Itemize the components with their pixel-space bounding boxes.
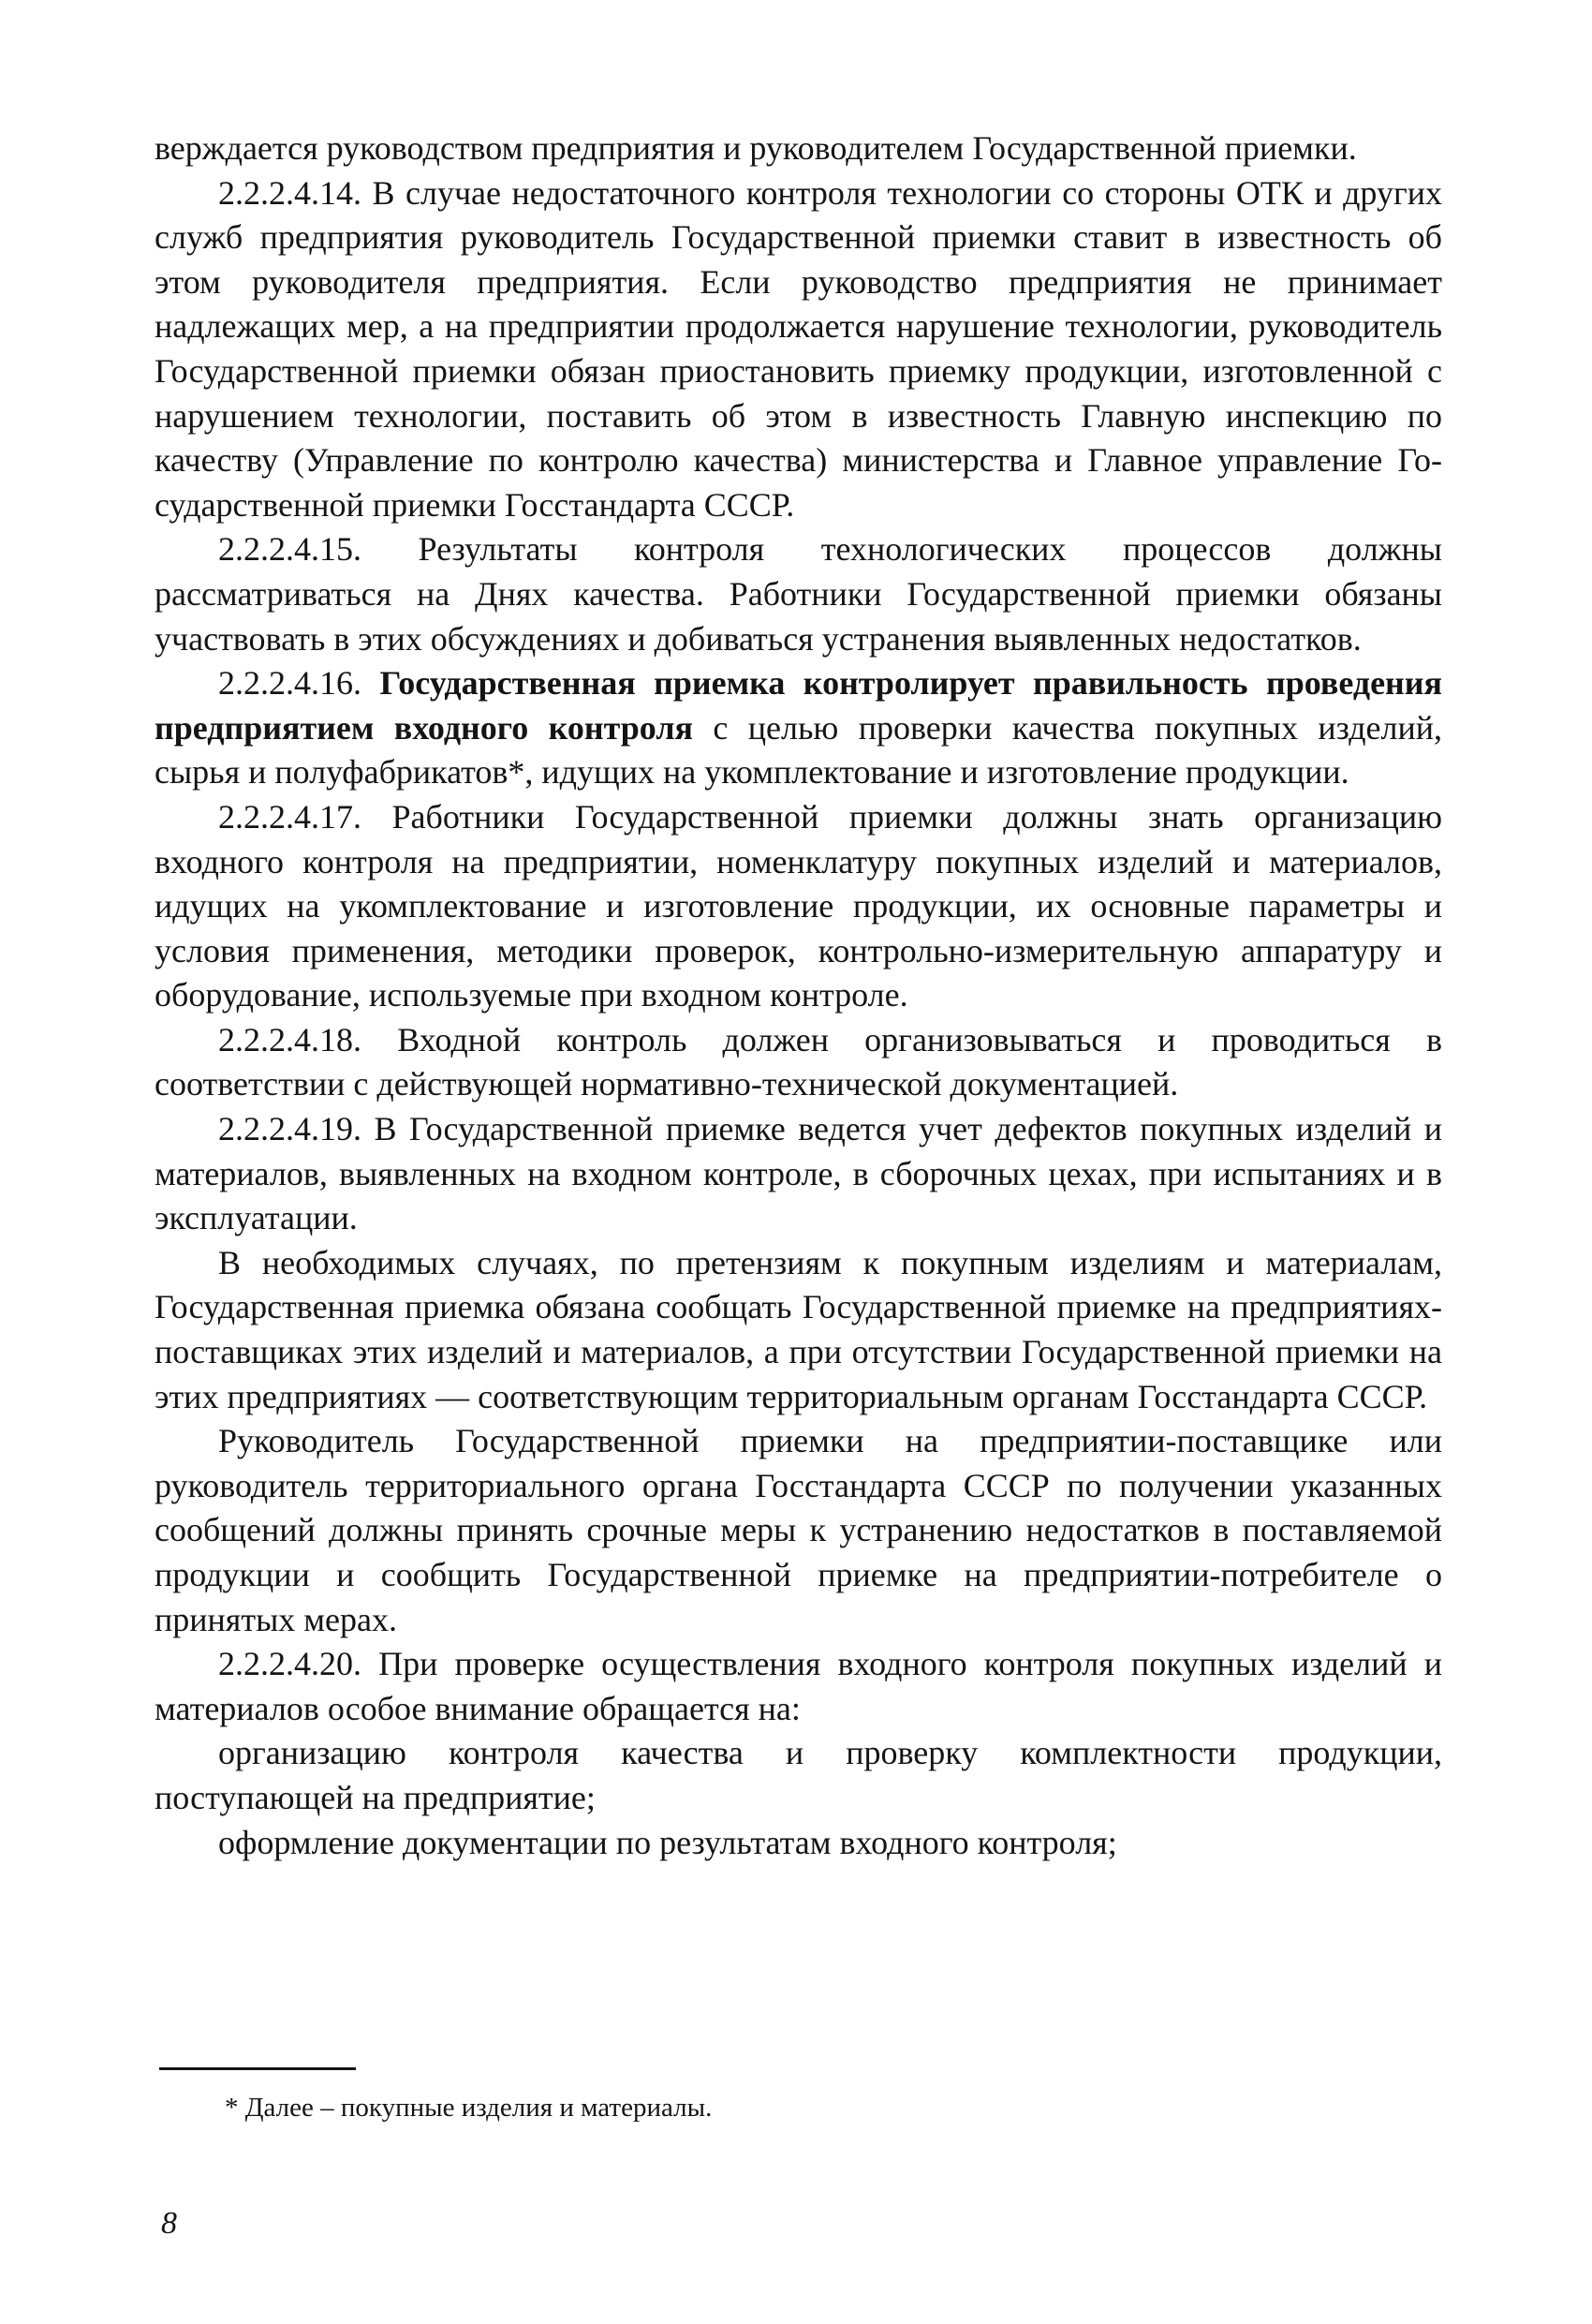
document-body <box>155 126 1442 1865</box>
paragraph-number: 2.2.2.4.16. <box>218 664 380 703</box>
paragraph-2-2-2-4-16 <box>155 661 1442 795</box>
footnote: * Далее – покупные изделия и материалы. <box>225 2093 713 2123</box>
paragraph-continuation: верждается руководством предприятия и руководителем Государственной приемки. <box>155 129 1357 167</box>
list-item-documentation: оформление документации по результатам входного контроля; <box>218 1823 1117 1861</box>
paragraph-2-2-2-4-14: 2.2.2.4.14. В случае недостаточного контроля технологии со стороны ОТК и других служб предприятия руководитель Государственной приемки ставит в известность об этом руководителя предприятия. Если руководство предприятия не принимает надлежащих мер, а на предприятии продолжается нарушение технологии, руководитель Государственной приемки обязан приостановить приемку продукции, изготовленной с нарушением технологии, поставить об этом в известность Главную инспекцию по качеству (Управление по контролю качества) министерства и Главное управление Государственной приемки Госстандарта СССР. <box>155 173 1442 524</box>
paragraph-text: с целью проверки качества покупных изделий, сырья и полуфабрикатов*, идущих на укомплектование и изготовление продукции. <box>155 708 1442 792</box>
page-number: 8 <box>161 2206 177 2241</box>
paragraph-2-2-2-4-19: 2.2.2.4.19. В Государственной приемке ведется учет дефектов покупных изделий и материалов, выявленных на входном контроле, в сборочных цехах, при испытаниях и в эксплуатации. <box>155 1110 1442 1237</box>
paragraph-2-2-2-4-17: 2.2.2.4.17. Работники Государственной приемки должны знать организацию входного контроля на предприятии, номенклатуру покупных изделий и материалов, идущих на укомплектование и изготовление продукции, их основные параметры и условия применения, методики проверок, контрольно-измерительную аппаратуру и оборудование, используемые при входном контроле. <box>155 797 1442 1014</box>
paragraph-claims: В необходимых случаях, по претензиям к покупным изделиям и материалам, Государственная приемка обязана сообщать Государственной приемке на предприятиях-поставщиках этих изделий и материалов, а при отсутствии Государственной приемки на этих предприятиях — соответствующим территориальным органам Госстандарта СССР. <box>155 1243 1442 1415</box>
paragraph-2-2-2-4-15: 2.2.2.4.15. Результаты контроля технологических процессов должны рассматриваться на Днях качества. Работники Государственной приемки обязаны участвовать в этих обсуждениях и добиваться устранения выявленных недостатков. <box>155 530 1442 658</box>
paragraph-supplier-head: Руководитель Государственной приемки на предприятии-поставщике или руководитель территориального органа Госстандарта СССР по получении указанных сообщений должны принять срочные меры к устранению недостатков в поставляемой продукции и сообщить Государственной приемке на предприятии-потребителе о принятых мерах. <box>155 1422 1442 1638</box>
list-item-quality-control: организацию контроля качества и проверку комплектности продукции, поступающей на предприятие; <box>155 1734 1442 1816</box>
bold-emphasis: Государственная приемка контролирует правильность проведения предприятием входного контроля <box>155 664 1443 747</box>
paragraph-2-2-2-4-20: 2.2.2.4.20. При проверке осуществления входного контроля покупных изделий и материалов особое внимание обращается на: <box>155 1645 1442 1727</box>
footnote-divider <box>159 2067 356 2070</box>
paragraph-2-2-2-4-18: 2.2.2.4.18. Входной контроль должен организовываться и проводиться в соответствии с действующей нормативно-технической документацией. <box>155 1020 1442 1103</box>
